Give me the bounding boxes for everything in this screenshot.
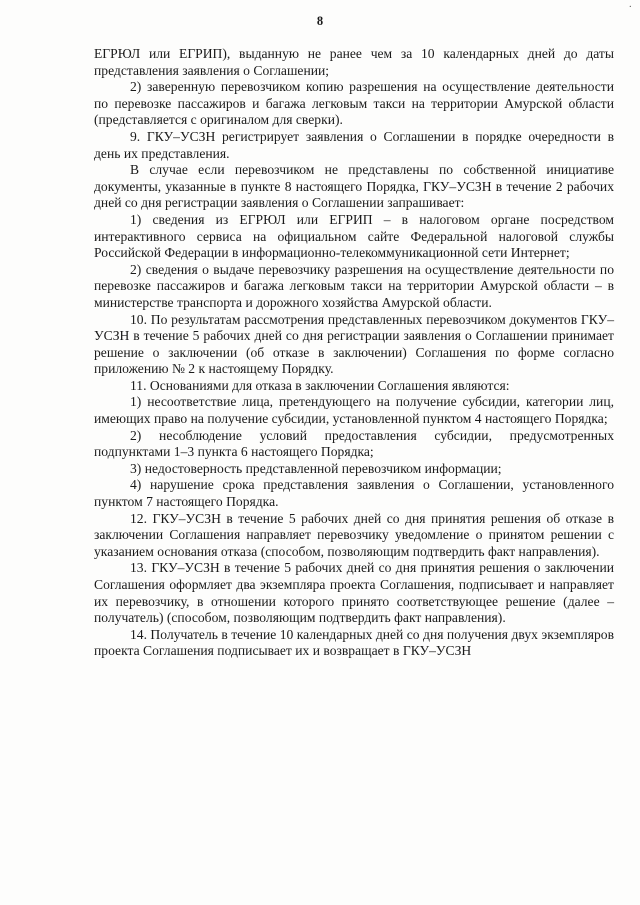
- paragraph-15: 14. Получатель в течение 10 календарных дней со дня получения двух экземпляров проекта Соглашения подписывает их и возвращает в ГКУ–УСЗН: [94, 626, 614, 659]
- paragraph-12: 4) нарушение срока представления заявления о Соглашении, установленного пунктом 7 настоящего Порядка.: [94, 477, 614, 510]
- paragraph-14: 13. ГКУ–УСЗН в течение 5 рабочих дней со дня принятия решения о заключении Соглашения оформляет два экземпляра проекта Соглашения, подписывает и направляет их перевозчику, в отношении которого принято соответствующее решение (далее – получатель) (способом, позволяющим подтвердить факт направления).: [94, 560, 614, 626]
- paragraph-1: ЕГРЮЛ или ЕГРИП), выданную не ранее чем за 10 календарных дней до даты представления заявления о Соглашении;: [94, 46, 614, 78]
- paragraph-8: 11. Основаниями для отказа в заключении Соглашения являются:: [130, 377, 510, 393]
- document-body: [94, 46, 614, 660]
- paragraph-6: 2) сведения о выдаче перевозчику разрешения на осуществление деятельности по перевозке пассажиров и багажа легковым такси на территории Амурской области – в министерстве транспорта и дорожного хозяйства Амурской области.: [94, 261, 614, 310]
- paragraph-13: 12. ГКУ–УСЗН в течение 5 рабочих дней со дня принятия решения об отказе в заключении Соглашения направляет перевозчику уведомление о принятом решении с указанием основания отказа (способом, позволяющим подтвердить факт направления).: [94, 510, 614, 559]
- paragraph-10: 2) несоблюдение условий предоставления субсидии, предусмотренных подпунктами 1–3 пункта 6 настоящего Порядка;: [94, 427, 614, 460]
- paragraph-2: 2) заверенную перевозчиком копию разрешения на осуществление деятельности по перевозке пассажиров и багажа легковым такси на территории Амурской области (представляется с оригиналом для сверки).: [94, 79, 614, 128]
- paragraph-5: 1) сведения из ЕГРЮЛ или ЕГРИП – в налоговом органе посредством интерактивного сервиса на официальном сайте Федеральной налоговой службы Российской Федерации в информационно-телекоммуникационной сети Интернет;: [94, 211, 614, 261]
- paragraph-3: 9. ГКУ–УСЗН регистрирует заявления о Соглашении в порядке очередности в день их представления.: [94, 128, 614, 161]
- paragraph-9: 1) несоответствие лица, претендующего на получение субсидии, категории лиц, имеющих право на получение субсидии, установленной пунктом 4 настоящего Порядка;: [94, 394, 614, 427]
- corner-mark: ·: [628, 2, 632, 13]
- paragraph-4: В случае если перевозчиком не представлены по собственной инициативе документы, указанные в пункте 8 настоящего Порядка, ГКУ–УСЗН в течение 2 рабочих дней со дня регистрации заявления о Соглашении запрашивает:: [94, 162, 614, 211]
- page-number: 8: [316, 14, 324, 28]
- paragraph-11: 3) недостоверность представленной перевозчиком информации;: [130, 460, 502, 476]
- paragraph-7: 10. По результатам рассмотрения представленных перевозчиком документов ГКУ–УСЗН в течение 5 рабочих дней со дня регистрации заявления о Соглашении принимает решение о заключении (об отказе в заключении) Соглашения по форме согласно приложению № 2 к настоящему Порядку.: [94, 311, 614, 377]
